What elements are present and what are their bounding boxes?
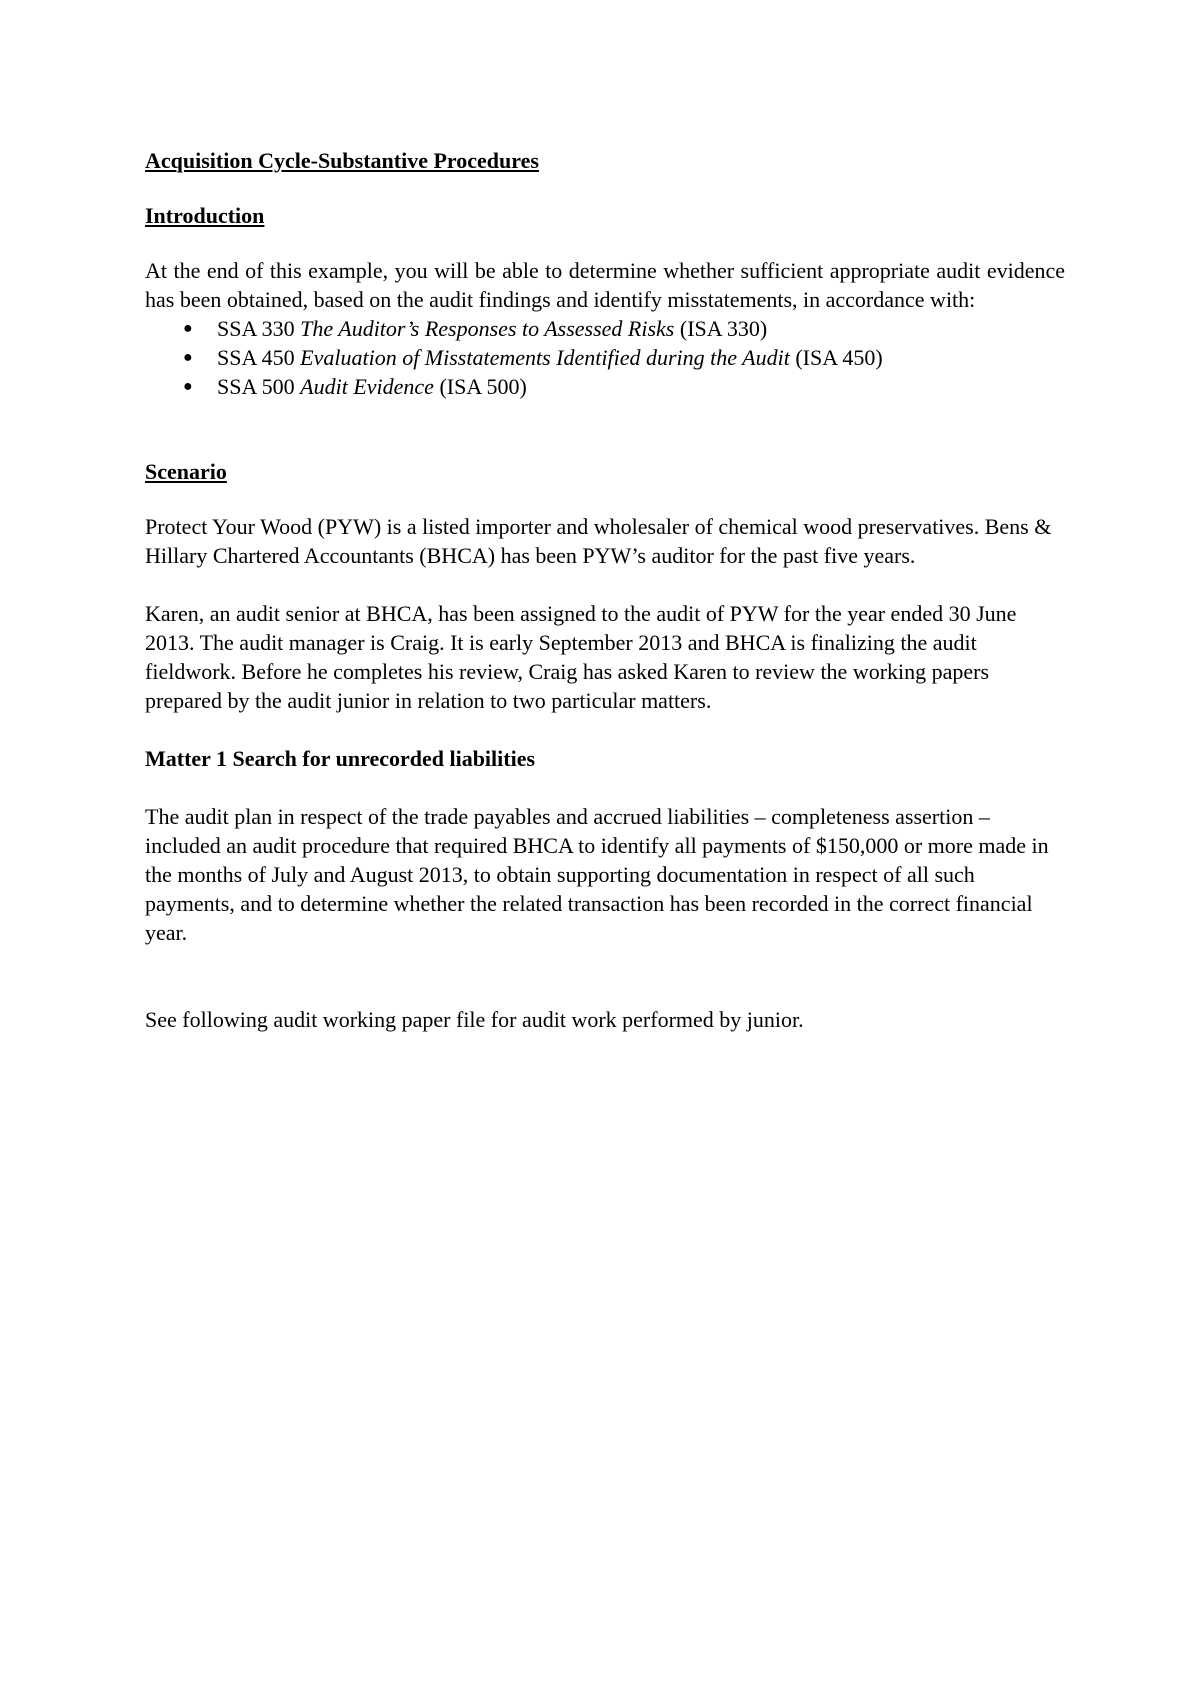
standard-title: Audit Evidence — [300, 374, 434, 399]
document-title: Acquisition Cycle-Substantive Procedures — [145, 148, 539, 173]
standard-code: SSA 450 — [217, 345, 301, 370]
scenario-paragraph-2: Karen, an audit senior at BHCA, has been assigned to the audit of PYW for the year ended 30 June 2013. The audit manager is Craig. It is early September 2013 and BHCA is finalizing the audit fieldwork. Before he completes his review, Craig has asked Karen to review the working papers prepared by the audit junior in relation to two particular matters. — [145, 601, 1017, 713]
bullet-icon: ● — [183, 320, 193, 337]
standards-list — [145, 314, 1065, 401]
matter1-heading: Matter 1 Search for unrecorded liabilities — [145, 746, 536, 771]
scenario-paragraph-1: Protect Your Wood (PYW) is a listed importer and wholesaler of chemical wood preservatives. Bens & Hillary Chartered Accountants (BHCA) has been PYW’s auditor for the past five years. — [145, 514, 1052, 568]
list-item — [145, 372, 1065, 401]
list-item — [145, 314, 1065, 343]
matter1-followup: See following audit working paper file for audit work performed by junior. — [145, 1007, 804, 1032]
standard-title: Evaluation of Misstatements Identified during the Audit — [300, 345, 790, 370]
introduction-heading: Introduction — [145, 203, 265, 228]
standard-title: The Auditor’s Responses to Assessed Risks — [300, 316, 675, 341]
matter1-paragraph: The audit plan in respect of the trade payables and accrued liabilities – completeness assertion – included an audit procedure that required BHCA to identify all payments of $150,000 or more made in the months of July and August 2013, to obtain supporting documentation in respect of all such payments, and to determine whether the related transaction has been recorded in the correct financial year. — [145, 804, 1049, 945]
standard-ref: (ISA 450) — [789, 345, 883, 370]
standard-code: SSA 500 — [217, 374, 301, 399]
document-body — [145, 146, 1065, 1034]
bullet-icon: ● — [183, 349, 193, 366]
standard-ref: (ISA 330) — [674, 316, 768, 341]
bullet-icon: ● — [183, 378, 193, 395]
scenario-heading: Scenario — [145, 459, 227, 484]
list-item — [145, 343, 1065, 372]
introduction-paragraph: At the end of this example, you will be able to determine whether sufficient appropriate audit evidence has been obtained, based on the audit findings and identify misstatements, in accordance with: — [145, 258, 1065, 312]
standard-ref: (ISA 500) — [433, 374, 527, 399]
standard-code: SSA 330 — [217, 316, 301, 341]
